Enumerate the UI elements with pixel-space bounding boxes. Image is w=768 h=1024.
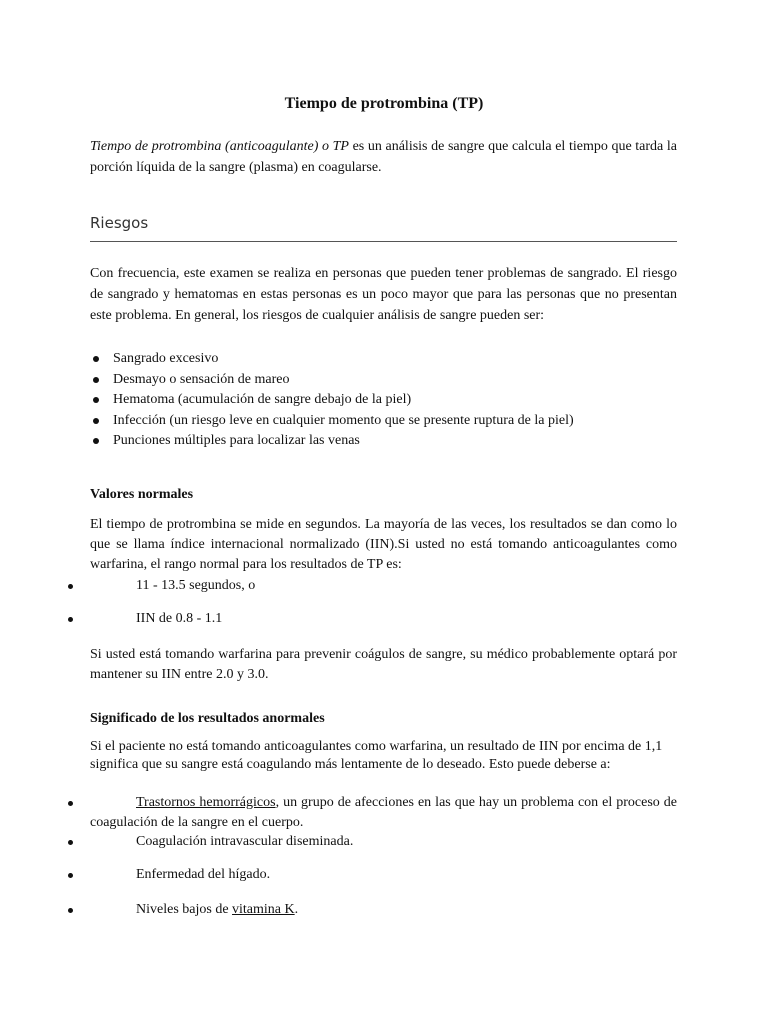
- bullet-icon: [93, 418, 99, 424]
- list-item-rest: , un grupo de afecciones en las que hay un problema con el proceso de coagulación de la sangre en el cuerpo.: [90, 795, 678, 830]
- bullet-icon: [68, 873, 73, 878]
- list-item-text: Sangrado excesivo: [113, 351, 219, 366]
- list-item-text: IIN de 0.8 - 1.1: [136, 611, 223, 626]
- intro-text: es un análisis de sangre que calcula el tiempo que tarda la porción líquida de la sangre (plasma) en coagularse.: [90, 139, 677, 175]
- bullet-icon: [68, 584, 73, 589]
- list-item: [90, 370, 677, 391]
- list-item-text: Infección (un riesgo leve en cualquier momento que se presente ruptura de la piel): [113, 412, 574, 428]
- list-item-text: Coagulación intravascular diseminada.: [136, 834, 354, 849]
- list-item-prefix: Niveles bajos de: [136, 902, 233, 917]
- valores-heading: Valores normales: [90, 487, 194, 502]
- list-item: [90, 431, 677, 452]
- bullet-icon: [93, 356, 99, 362]
- anormales-paragraph: Si el paciente no está tomando anticoagulantes como warfarina, un resultado de IIN por encima de 1,1 significa que su sangre está coagulando más lentamente de lo deseado. Esto puede deberse a:: [90, 739, 663, 772]
- list-item-text: 11 - 13.5 segundos, o: [136, 578, 256, 593]
- list-item-suffix: .: [294, 902, 299, 917]
- bullet-icon: [68, 617, 73, 622]
- list-item-text: [136, 900, 298, 920]
- list-item: [90, 411, 677, 432]
- list-item-text: Hematoma (acumulación de sangre debajo de la piel): [113, 392, 412, 407]
- bullet-icon: [93, 397, 99, 403]
- bullet-icon: [68, 908, 73, 913]
- bullet-icon: [93, 377, 99, 383]
- bullet-icon: [93, 438, 99, 444]
- document-title: Tiempo de protrombina (TP): [284, 95, 484, 112]
- list-item-text: Enfermedad del hígado.: [136, 867, 271, 882]
- list-item-text: [90, 793, 677, 833]
- intro-paragraph: [90, 136, 677, 178]
- vitamina-k-link[interactable]: vitamina K: [232, 902, 295, 917]
- trastornos-hemorragicos-link[interactable]: Trastornos hemorrágicos: [136, 795, 276, 810]
- list-item-text: Desmayo o sensación de mareo: [113, 371, 290, 387]
- riesgos-list: [90, 349, 677, 452]
- bullet-icon: [68, 840, 73, 845]
- riesgos-heading: Riesgos: [90, 213, 677, 242]
- warfarina-paragraph: Si usted está tomando warfarina para prevenir coágulos de sangre, su médico probablemente optará por mantener su IIN entre 2.0 y 3.0.: [90, 647, 677, 682]
- bullet-icon: [68, 801, 73, 806]
- riesgos-paragraph: Con frecuencia, este examen se realiza en personas que pueden tener problemas de sangrado. El riesgo de sangrado y hematomas en estas personas es un poco mayor que para las personas que no presentan este problema. En general, los riesgos de cualquier análisis de sangre pueden ser:: [90, 266, 677, 323]
- list-item-text: Punciones múltiples para localizar las venas: [113, 433, 360, 448]
- anormales-heading: Significado de los resultados anormales: [90, 711, 325, 726]
- valores-paragraph: El tiempo de protrombina se mide en segundos. La mayoría de las veces, los resultados se dan como lo que se llama índice internacional normalizado (IIN).Si usted no está tomando anticoagulantes como warfarina, el rango normal para los resultados de TP es:: [90, 517, 677, 572]
- list-item: [90, 349, 677, 370]
- intro-italic-term: Tiempo de protrombina (anticoagulante) o TP: [90, 139, 349, 154]
- list-item: [90, 390, 677, 411]
